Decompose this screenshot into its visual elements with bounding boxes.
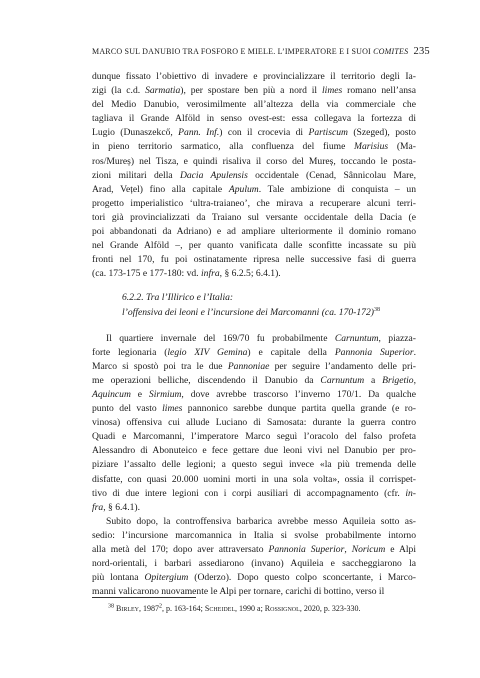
text-line: manni valicarono nuovamente le Alpi per tornare, carichi di bottino, verso il [92, 586, 385, 598]
running-header [92, 46, 430, 57]
text-line: del Medio Danubio, verosimilmente all’altezza della via commerciale che [92, 99, 416, 111]
text-line: punto del vasto limes pannonico sarebbe dunque partita quella grande (e ro- [92, 403, 416, 415]
running-title-italic: COMITES [373, 47, 409, 56]
footnote-number: 38 [108, 603, 114, 610]
main-text [92, 70, 416, 599]
text-line: zioni militari della Dacia Apulensis occidentale (Cenad, Sânnicolau Mare, [92, 169, 417, 181]
text-line: Lugio (Dunaszekcő, Pann. Inf.) con il crocevia di Partiscum (Szeged), posto [92, 127, 416, 139]
text-line: progetto imperialistico ‘ultra-traianeo’, che mirava a recuperare alcuni terri- [92, 197, 416, 209]
text-line: Subito dopo, la controffensiva barbarica avrebbe messo Aquileia sotto as- [106, 515, 416, 527]
paragraph-2 [92, 332, 416, 515]
text-line: Marco si spostò poi tra le due Pannoniae per seguire l’andamento delle pri- [92, 360, 416, 372]
section-heading [92, 291, 416, 319]
text-line: forte legionaria (legio XIV Gemina) e capitale della Pannonia Superior. [92, 346, 416, 358]
text-line: tivo di due intere legioni con i corpi ausiliari di accompagnamento (cfr. in- [92, 487, 416, 499]
text-line: fra, § 6.4.1). [92, 501, 140, 513]
text-line: poi abbandonati da Adriano) e ad ampliare ulteriormente il dominio romano [92, 226, 416, 238]
text-line: piziare l’assalto delle legioni; a questo seguì invece «la più tremenda delle [92, 459, 416, 471]
text-line: Aquincum e Sirmium, dove avrebbe trascorso l’inverno 170/1. Da qualche [92, 388, 416, 400]
page-number: 235 [413, 46, 430, 57]
text-line: dunque fissato l’obiettivo di invadere e provincializzare il territorio degli Ia- [92, 71, 416, 82]
text-line: vinosa) offensiva cui allude Luciano di Samosata: durante la guerra contro [92, 417, 416, 429]
text-line: disfatte, con quasi 20.000 uomini morti in una sola volta», ossia il corrispet- [92, 473, 416, 485]
paragraph-3 [92, 515, 416, 600]
section-heading-line-1: 6.2.2. Tra l’Illirico e l’Italia: [122, 292, 234, 304]
text-line: alla metà del 170; dopo aver attraversato Pannonia Superior, Noricum e Alpi [92, 544, 416, 555]
section-heading-line-2: l’offensiva dei leoni e l’incursione dei Marcomanni (ca. 170-172)$^{38}$ [122, 306, 380, 318]
paragraph-1 [92, 70, 416, 281]
text-line: tori già provincializzati da Traiano sul versante occidentale della Dacia (e [92, 211, 416, 223]
text-line: nord-orientali, i barbari assediarono (invano) Aquileia e saccheggiarono la [92, 558, 416, 570]
text-line: in pieno territorio sarmatico, alla confluenza del fiume Marisius (Ma- [92, 141, 416, 153]
text-line: zigi (la c.d. Sarmatia), per spostare ben più a nord il limes romano nell’ansa [92, 85, 416, 97]
footnote-rule [92, 597, 196, 598]
text-line: fronti nel 170, fu poi ostinatamente ripresa nelle successive fasi di guerra [92, 254, 416, 266]
text-line: nel Grande Alföld –, per quanto vanificata dalle sconfitte incassate su più [92, 240, 416, 252]
text-line: ros/Mureș) nel Tisza, e quindi risaliva il corso del Mureș, toccando le posta- [92, 155, 416, 167]
text-line: Il quartiere invernale del 169/70 fu probabilmente Carnuntum, piazza- [106, 332, 416, 344]
text-line: sedio: l’incursione marcomannica in Italia si svolse probabilmente intorno [92, 529, 416, 541]
footnote-38 [108, 604, 360, 613]
text-line: (ca. 173-175 e 177-180: vd. infra, § 6.2.5; 6.4.1). [92, 268, 281, 280]
text-line: Quadi e Marcomanni, l’imperatore Marco seguì l’oracolo del falso profeta [92, 431, 416, 443]
running-title: MARCO SUL DANUBIO TRA FOSFORO E MIELE. L’IMPERATORE E I SUOI [92, 47, 371, 56]
text-line: tagliava il Grande Alföld in senso ovest-est: essa collegava la fortezza di [92, 113, 416, 125]
text-line: Arad, Vețel) fino alla capitale Apulum. Tale ambizione di conquista – un [92, 183, 416, 195]
footnote-text: Birley, 1987$^2$, p. 163-164; Scheidel, 1990 a; Rossignol, 2020, p. 323-330. [116, 603, 361, 613]
footnote-ref-38[interactable]: 38 [373, 306, 380, 313]
text-line: più lontana Opitergium (Oderzo). Dopo questo colpo sconcertante, i Marco- [92, 572, 417, 584]
text-line: Alessandro di Abonuteico e fece gettare due leoni vivi nel Danubio per pro- [92, 445, 416, 457]
text-line: me operazioni belliche, discendendo il Danubio da Carnuntum a Brigetio, [92, 374, 416, 386]
